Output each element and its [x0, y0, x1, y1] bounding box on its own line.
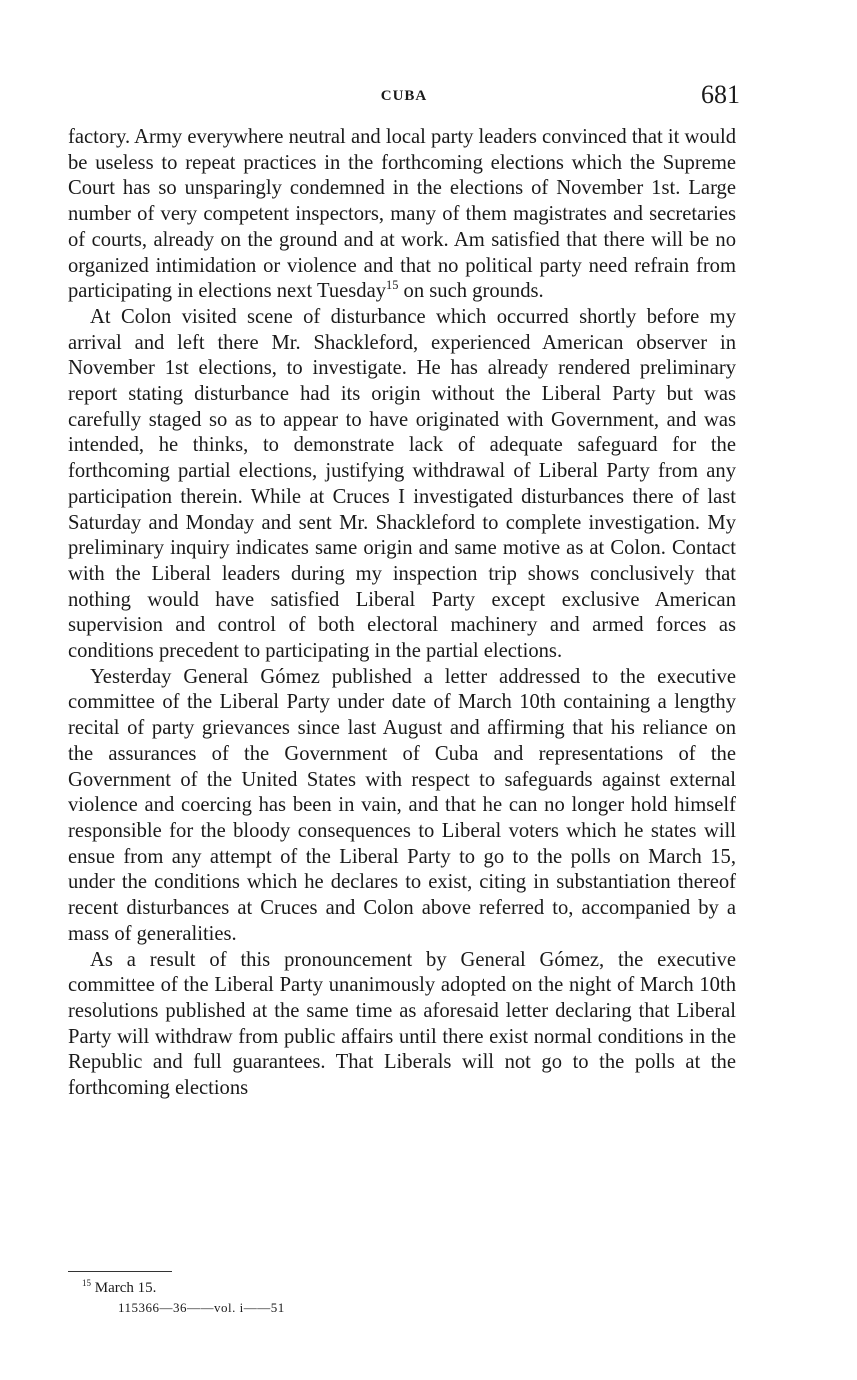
running-title: CUBA	[380, 88, 428, 104]
footnote-marker: 15	[82, 1278, 91, 1288]
printing-code: 115366—36——vol. i——51	[118, 1300, 285, 1315]
footnote-reference: 15	[386, 278, 399, 293]
paragraph-text: factory. Army everywhere neutral and local party leaders convinced that it would be useless to repeat practices in the forthcoming elections which the Supreme Court has so unsparingly condemned in the elections of November 1st. Large number of very competent inspectors, many of them magistrates and secretaries of courts, already on the ground and at work. Am satisfied that there will be no organized intimidation or violence and that no political party need refrain from participating in elections next Tuesday	[68, 126, 736, 303]
paragraph-text: on such grounds.	[398, 280, 544, 303]
running-header	[68, 80, 740, 112]
paragraph	[68, 125, 736, 305]
paragraph: As a result of this pronouncement by General Gómez, the executive committee of the Liberal Party unanimously adopted on the night of March 10th resolutions published at the same time as aforesaid letter declaring that Liberal Party will withdraw from public affairs until there exist normal conditions in the Republic and full guarantees. That Liberals will not go to the polls at the forthcoming elections	[68, 948, 736, 1100]
page-number: 681	[701, 80, 740, 109]
paragraph: At Colon visited scene of disturbance which occurred shortly before my arrival and left there Mr. Shackleford, experienced American observer in November 1st elections, to investigate. He has already rendered preliminary report stating disturbance had its origin without the Liberal Party but was carefully staged so as to appear to have originated with Government, and was intended, he thinks, to demonstrate lack of adequate safeguard for the forthcoming partial elections, justifying withdrawal of Liberal Party from any participation therein. While at Cruces I investigated disturbances there of last Saturday and Monday and sent Mr. Shackleford to complete investigation. My preliminary inquiry indicates same origin and same motive as at Colon. Contact with the Liberal leaders during my inspection trip shows conclusively that nothing would have satisfied Liberal Party except exclusive American supervision and control of both electoral machinery and armed forces as conditions precedent to participating in the partial elections.	[68, 305, 736, 663]
footnote-text: March 15.	[94, 1280, 157, 1296]
paragraph: Yesterday General Gómez published a letter addressed to the executive committee of the Liberal Party under date of March 10th containing a lengthy recital of party grievances since last August and affirming that his reliance on the assurances of the Government of Cuba and representations of the Government of the United States with respect to safeguards against external violence and coercing has been in vain, and that he can no longer hold himself responsible for the bloody consequences to Liberal voters which he states will ensue from any attempt of the Liberal Party to go to the polls on March 15, under the conditions which he declares to exist, citing in substantiation thereof recent disturbances at Cruces and Colon above referred to, accompanied by a mass of generalities.	[68, 665, 736, 945]
footnote	[82, 1278, 156, 1298]
footnote-divider	[68, 1271, 172, 1272]
body-text	[68, 125, 736, 1102]
